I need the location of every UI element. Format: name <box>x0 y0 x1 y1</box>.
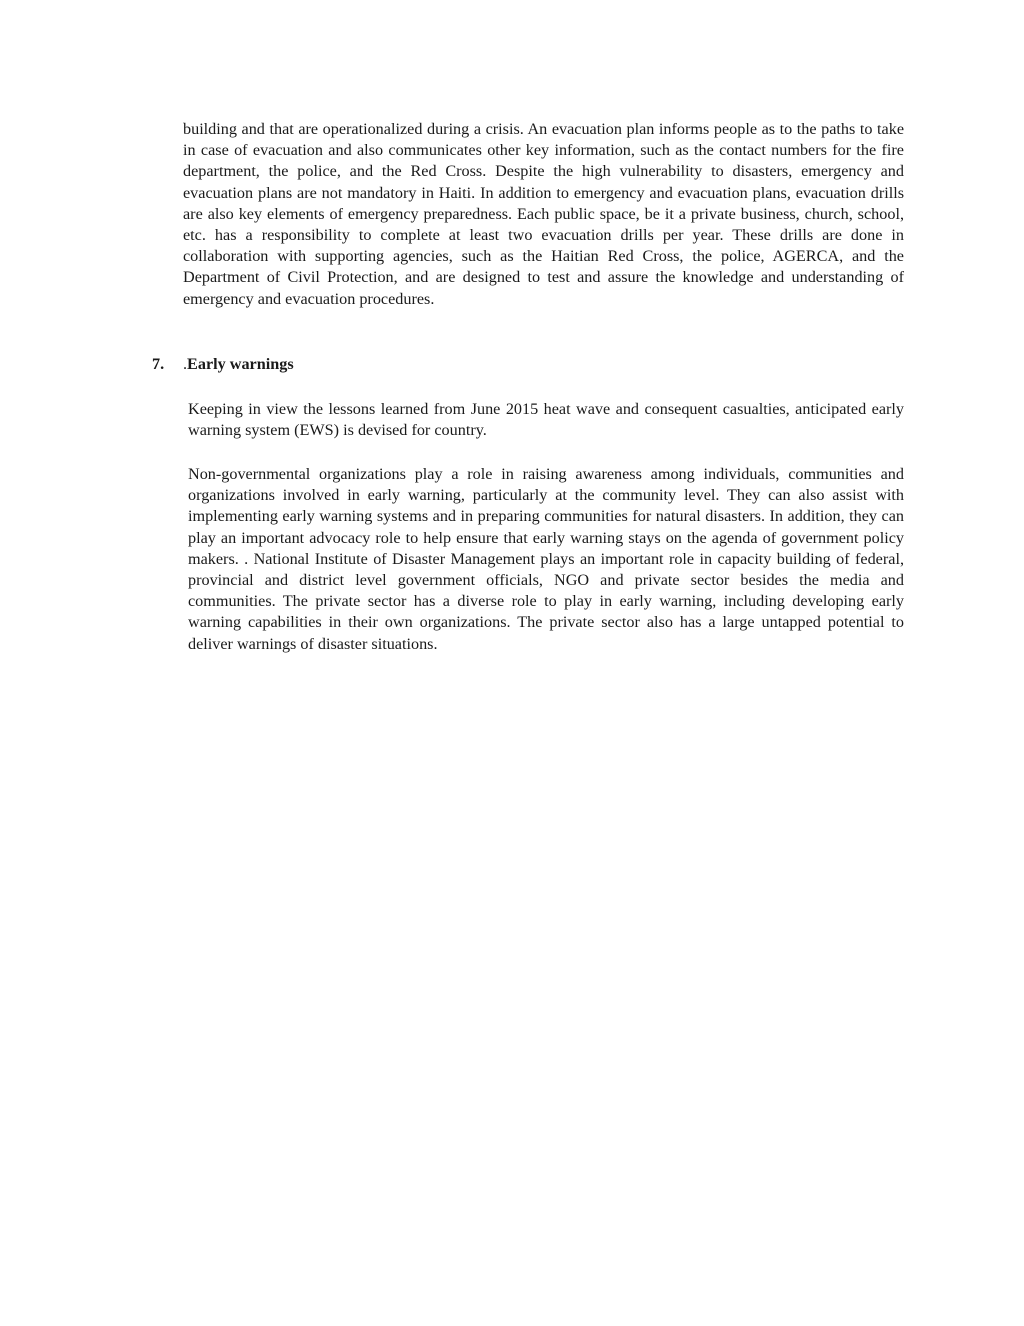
section-number: 7. <box>152 355 165 373</box>
section-title: Early warnings <box>187 355 294 373</box>
section-prefix: . <box>183 355 188 373</box>
intro-paragraph: building and that are operationalized during a crisis. An evacuation plan informs people as to the paths to take in case of evacuation and also communicates other key information, such as the contact numbers for the fire department, the police, and the Red Cross. Despite the high vulnerability to disasters, emergency and evacuation plans are not mandatory in Haiti. In addition to emergency and evacuation plans, evacuation drills are also key elements of emergency preparedness. Each public space, be it a private business, church, school, etc. has a responsibility to complete at least two evacuation drills per year. These drills are done in collaboration with supporting agencies, such as the Haitian Red Cross, the police, AGERCA, and the Department of Civil Protection, and are designed to test and assure the knowledge and understanding of emergency and evacuation procedures. <box>183 120 904 308</box>
section-paragraph-2: Non-governmental organizations play a role in raising awareness among individuals, communities and organizations involved in early warning, particularly at the community level. They can also assist with implementing early warning systems and in preparing communities for natural disasters. In addition, they can play an important advocacy role to help ensure that early warning stays on the agenda of government policy makers. . National Institute of Disaster Management plays an important role in capacity building of federal, provincial and district level government officials, NGO and private sector besides the media and communities. The private sector has a diverse role to play in early warning, including developing early warning capabilities in their own organizations. The private sector also has a large untapped potential to deliver warnings of disaster situations. <box>188 465 904 653</box>
section-paragraph-1: Keeping in view the lessons learned from June 2015 heat wave and consequent casualties, anticipated early warning system (EWS) is devised for country. <box>188 400 904 440</box>
section-heading <box>152 354 294 375</box>
